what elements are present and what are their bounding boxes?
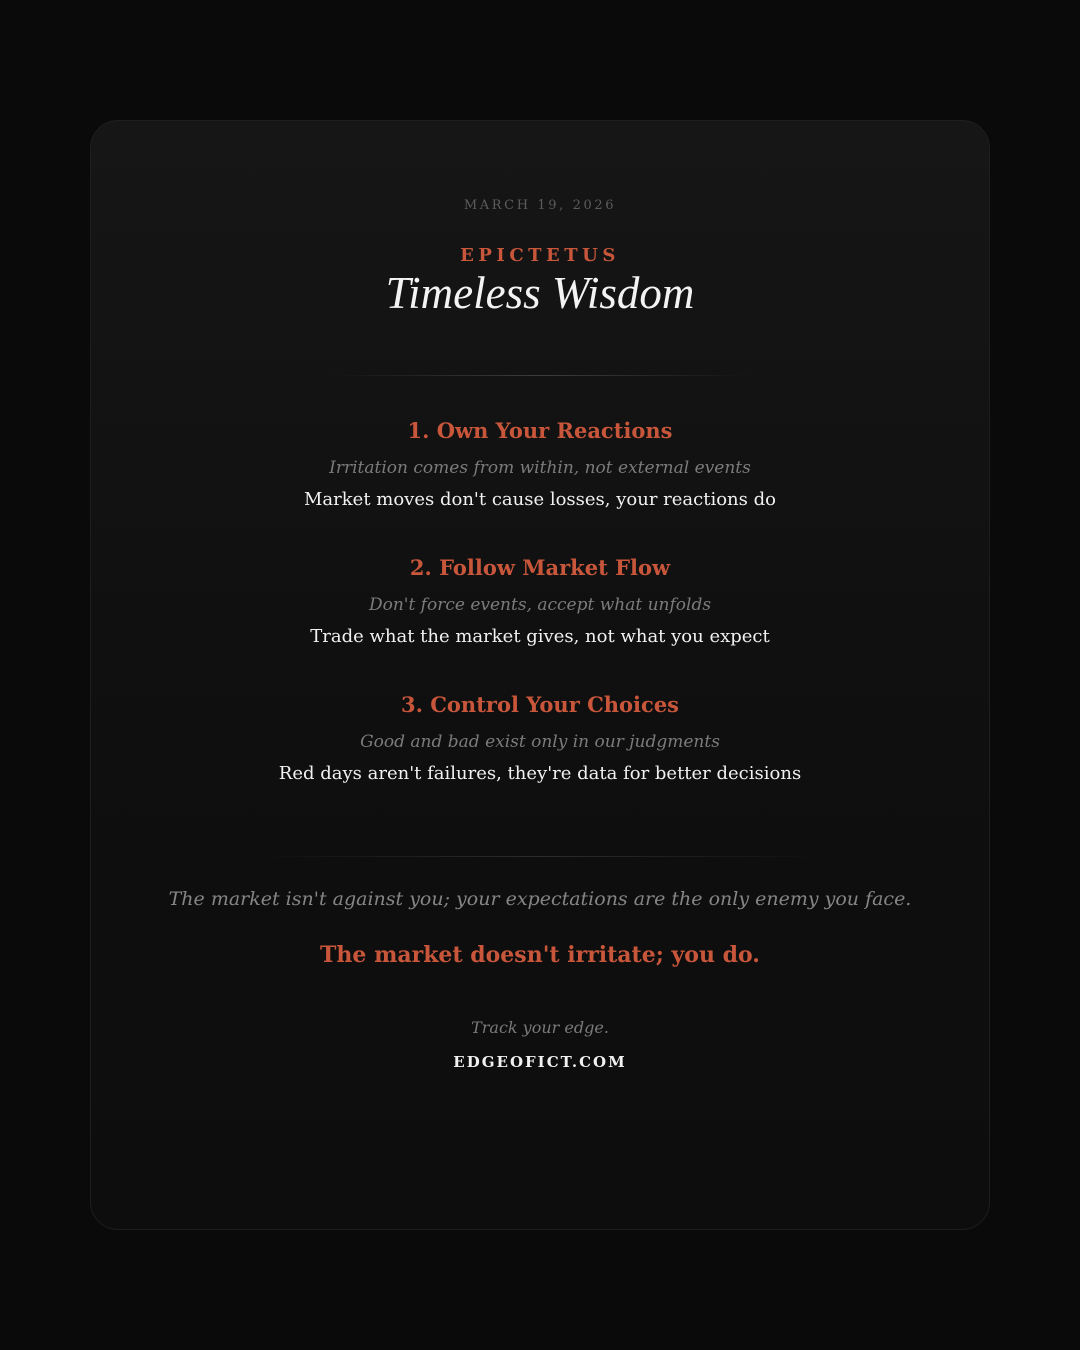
top-divider (331, 375, 751, 376)
reflection-quote: The market isn't against you; your expectations are the only enemy you face. (168, 888, 912, 910)
principle-2-lesson: Trade what the market gives, not what you expect (310, 626, 770, 647)
principle-1-quote: Irritation comes from within, not external events (329, 458, 751, 478)
principle-2-heading: 2. Follow Market Flow (409, 555, 671, 580)
principle-1-heading: 1. Own Your Reactions (407, 418, 673, 443)
principle-3-quote: Good and bad exist only in our judgments (360, 732, 720, 752)
principle-2-quote: Don't force events, accept what unfolds (368, 595, 712, 615)
wisdom-card (90, 120, 990, 1230)
principle-3-heading: 3. Control Your Choices (400, 692, 680, 717)
call-to-action: Track your edge. (471, 1018, 609, 1037)
closing-statement: The market doesn't irritate; you do. (320, 942, 760, 968)
principle-1-lesson: Market moves don't cause losses, your reactions do (304, 489, 776, 510)
principle-3-lesson: Red days aren't failures, they're data for better decisions (278, 763, 802, 784)
author-name: EPICTETUS (460, 245, 620, 266)
bottom-divider (261, 856, 821, 857)
post-date: MARCH 19, 2026 (463, 198, 617, 213)
website-link[interactable]: EDGEOFICT.COM (453, 1053, 627, 1071)
page-title: Timeless Wisdom (385, 268, 695, 318)
